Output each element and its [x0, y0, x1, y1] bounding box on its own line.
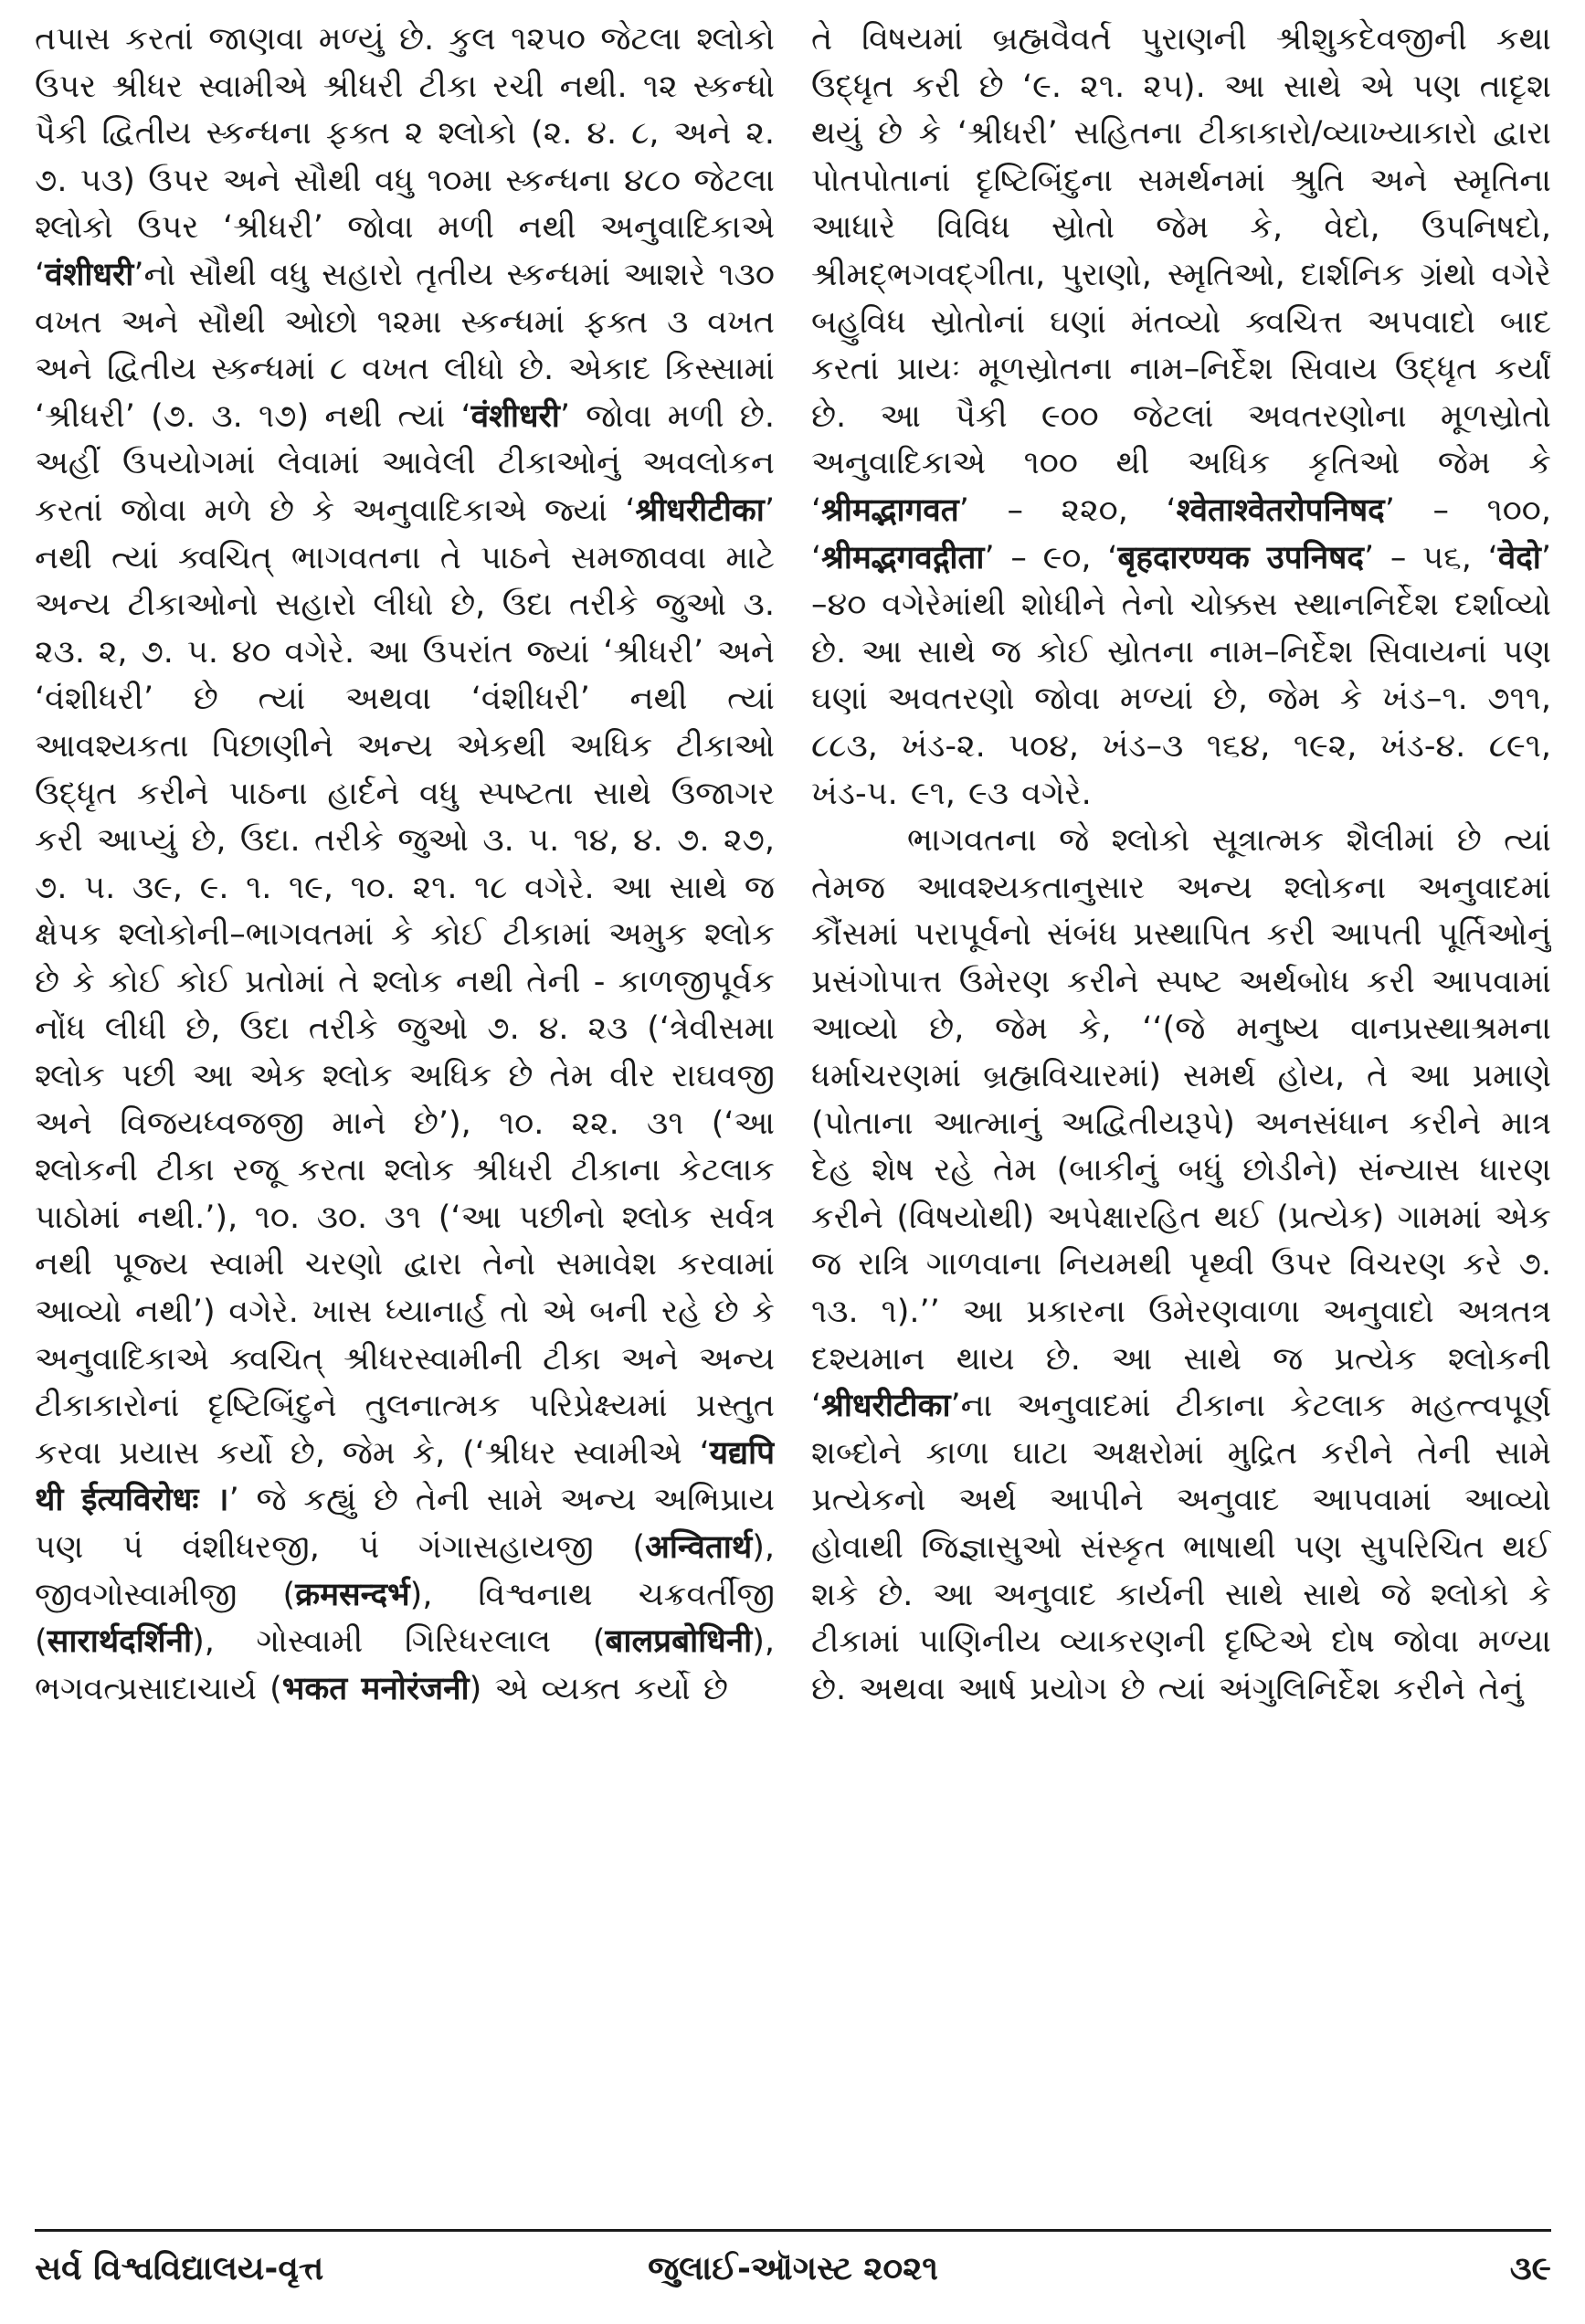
bold-term: श्रीधरीटीका	[821, 1388, 951, 1425]
bold-term: सारार्थदर्शिनी	[47, 1623, 193, 1661]
text-run: ’ જે કહ્યું છે તેની સામે અન્ય અભિપ્રાય પણ પં વંશીધરજી, પં ગંગાસહાયજી (	[35, 1482, 775, 1566]
bold-term: क्रमसन्दर्भ	[295, 1576, 410, 1613]
bold-term: भकत मनोरंजनी	[281, 1670, 470, 1707]
page-number: ૩૯	[1509, 2250, 1551, 2287]
text-run: ), જીવગોસ્વામીજી (	[35, 1529, 775, 1613]
text-run: ) એ વ્યક્ત કર્યો છે	[469, 1670, 728, 1707]
text-run: ), ભગવત્પ્રસાદાચાર્ય (	[35, 1623, 775, 1707]
text-run: ’ના અનુવાદમાં ટીકાના કેટલાક મહત્ત્વપૂર્ણ શબ્દોને કાળા ઘાટા અક્ષરોમાં મુદ્રિત કરીને તેની સામે પ્રત્યેકનો અર્થ આપીને અનુવાદ આપવામાં આવ્યો હોવાથી જિજ્ઞાસુઓ સંસ્કૃત ભાષાથી પણ સુપરિચિત થઈ શકે છે. આ અનુવાદ કાર્યની સાથે સાથે જે શ્લોકો કે ટીકામાં પાણિનીય વ્યાકરણની દૃષ્ટિએ દોષ જોવા મળ્યા છે. અથવા આર્ષ પ્રયોગ છે ત્યાં અંગુલિનિર્દેશ કરીને તેનું	[811, 1388, 1551, 1707]
text-run: ’ – ૫૬, ‘	[1363, 539, 1498, 576]
bold-term: वेदो	[1497, 539, 1541, 576]
text-run: તે વિષયમાં બ્રહ્મવૈવર્ત પુરાણની શ્રીશુકદેવજીની કથા ઉદ્ધૃત કરી છે ‘૯. ૨૧. ૨૫). આ સાથે એ પણ તાદૃશ થયું છે કે ‘શ્રીધરી’ સહિતના ટીકાકારો/વ્યાખ્યાકારો દ્વારા પોતપોતાનાં દૃષ્ટિબિંદુના સમર્થનમાં શ્રુતિ અને સ્મૃતિના આધારે વિવિધ સ્રોતો જેમ કે, વેદો, ઉપનિષદો, શ્રીમદ્ભગવદ્ગીતા, પુરાણો, સ્મૃતિઓ, દાર્શનિક ગ્રંથો વગેરે બહુવિધ સ્રોતોનાં ઘણાં મંતવ્યો ક્વચિત્ત અપવાદો બાદ કરતાં પ્રાયઃ મૂળસ્રોતના નામ–નિર્દેશ સિવાય ઉદ્ધૃત કર્યાં છે. આ પૈકી ૯૦૦ જેટલાં અવતરણોના મૂળસ્રોતો અનુવાદિકાએ ૧૦૦ થી અધિક કૃતિઓ જેમ કે ‘	[811, 21, 1551, 529]
text-run: તપાસ કરતાં જાણવા મળ્યું છે. કુલ ૧૨૫૦ જેટલા શ્લોકો ઉપર શ્રીધર સ્વામીએ શ્રીધરી ટીકા રચી નથી. ૧૨ સ્કન્ધો પૈકી દ્વિતીય સ્કન્ધના ફક્ત ૨ શ્લોકો (૨. ૪. ૮, અને ૨. ૭. ૫૩) ઉપર અને સૌથી વધુ ૧૦મા સ્કન્ધના ૪૮૦ જેટલા શ્લોકો ઉપર ‘શ્રીધરી’ જોવા મળી નથી અનુવાદિકાએ ‘	[35, 21, 775, 293]
bold-term: वंशीधरी	[470, 397, 560, 435]
journal-name: સર્વ વિશ્વવિદ્યાલય-વૃત્ત	[35, 2250, 324, 2287]
paragraph	[811, 16, 1551, 818]
text-run: ’ – ૯૦, ‘	[984, 539, 1118, 576]
bold-term: श्वेताश्वेतरोपनिषद	[1176, 491, 1385, 529]
bold-term: श्रीधरीटीका	[635, 491, 765, 529]
bold-term: बृहदारण्यक उपनिषद	[1117, 539, 1364, 576]
text-run: ’ નથી ત્યાં ક્વચિત્ ભાગવતના તે પાઠને સમજાવવા માટે અન્ય ટીકાઓનો સહારો લીધો છે, ઉદા તરીકે જુઓ ૩. ૨૩. ૨, ૭. ૫. ૪૦ વગેરે. આ ઉપરાંત જ્યાં ‘શ્રીધરી’ અને ‘વંશીધરી’ છે ત્યાં અથવા ‘વંશીધરી’ નથી ત્યાં આવશ્યકતા પિછાણીને અન્ય એકથી અધિક ટીકાઓ ઉદ્ધૃત કરીને પાઠના હાર્દને વધુ સ્પષ્ટતા સાથે ઉજાગર કરી આપ્યું છે, ઉદા. તરીકે જુઓ ૩. ૫. ૧૪, ૪. ૭. ૨૭, ૭. ૫. ૩૯, ૯. ૧. ૧૯, ૧૦. ૨૧. ૧૮ વગેરે. આ સાથે જ ક્ષેપક શ્લોકોની–ભાગવતમાં કે કોઈ ટીકામાં અમુક શ્લોક છે કે કોઈ કોઈ પ્રતોમાં તે શ્લોક નથી તેની - કાળજીપૂર્વક નોંધ લીધી છે, ઉદા તરીકે જુઓ ૭. ૪. ૨૩ (‘ત્રેવીસમા શ્લોક પછી આ એક શ્લોક અધિક છે તેમ વીર રાઘવજી અને વિજયધ્વજજી માને છે’), ૧૦. ૨૨. ૩૧ (‘આ શ્લોકની ટીકા રજૂ કરતા શ્લોક શ્રીધરી ટીકાના કેટલાક પાઠોમાં નથી.’), ૧૦. ૩૦. ૩૧ (‘આ પછીનો શ્લોક સર્વત્ર નથી પૂજ્ય સ્વામી ચરણો દ્વારા તેનો સમાવેશ કરવામાં આવ્યો નથી’) વગેરે. ખાસ ધ્યાનાર્હ તો એ બની રહે છે કે અનુવાદિકાએ ક્વચિત્ શ્રીધરસ્વામીની ટીકા અને અન્ય ટીકાકારોનાં દૃષ્ટિબિંદુને તુલનાત્મક પરિપ્રેક્ષ્યમાં પ્રસ્તુત કરવા પ્રયાસ કર્યો છે, જેમ કે, (‘શ્રીધર સ્વામીએ ‘	[35, 491, 775, 1472]
text-run: ભાગવતના જે શ્લોકો સૂત્રાત્મક શૈલીમાં છે ત્યાં તેમજ આવશ્યકતાનુસાર અન્ય શ્લોકના અનુવાદમાં કૌંસમાં પરાપૂર્વનો સંબંધ પ્રસ્થાપિત કરી આપતી પૂર્તિઓનું પ્રસંગોપાત્ત ઉમેરણ કરીને સ્પષ્ટ અર્થબોધ કરી આપવામાં આવ્યો છે, જેમ કે, ‘‘(જે મનુષ્ય વાનપ્રસ્થાશ્રમના ધર્માચરણમાં બ્રહ્મવિચારમાં) સમર્થ હોય, તે આ પ્રમાણે (પોતાના આત્માનું અદ્વિતીયરૂપે) અનસંધાન કરીને માત્ર દેહ શેષ રહે તેમ (બાકીનું બધું છોડીને) સંન્યાસ ધારણ કરીને (વિષયોથી) અપેક્ષારહિત થઈ (પ્રત્યેક) ગામમાં એક જ રાત્રિ ગાળવાના નિયમથી પૃથ્વી ઉપર વિચરણ કરે ૭. ૧૩. ૧).’’ આ પ્રકારના ઉમેરણવાળા અનુવાદો અત્રતત્ર દશ્યમાન થાય છે. આ સાથે જ પ્રત્યેક શ્લોકની ‘	[811, 822, 1551, 1425]
bold-term: वंशीधरी	[45, 256, 134, 293]
bold-term: यद्यपि थी ईत्यविरोधः ।	[35, 1434, 775, 1519]
text-columns	[35, 16, 1551, 2191]
footer-divider	[35, 2229, 1551, 2232]
bold-term: बालप्रबोधिनी	[605, 1623, 753, 1661]
text-run: ’ –૪૦ વગેરેમાંથી શોધીને તેનો ચોક્કસ સ્થાનનિર્દેશ દર્શાવ્યો છે. આ સાથે જ કોઈ સ્રોતના નામ–નિર્દેશ સિવાયનાં પણ ઘણાં અવતરણો જોવા મળ્યાં છે, જેમ કે ખંડ–૧. ૭૧૧, ૮૮૩, ખંડ-૨. ૫૦૪, ખંડ–૩ ૧૬૪, ૧૯૨, ખંડ-૪. ૮૯૧, ખંડ-૫. ૯૧, ૯૩ વગેરે.	[811, 539, 1551, 812]
text-run: ), વિશ્વનાથ ચક્રવર્તીજી (	[35, 1576, 775, 1661]
bold-term: अन्वितार्थ	[645, 1529, 753, 1566]
text-run: ’નો સૌથી વધુ સહારો તૃતીય સ્કન્ધમાં આશરે ૧૩૦ વખત અને સૌથી ઓછો ૧૨મા સ્કન્ધમાં ફક્ત ૩ વખત અને દ્વિતીય સ્કન્ધમાં ૮ વખત લીધો છે. એકાદ કિસ્સામાં ‘શ્રીધરી’ (૭. ૩. ૧૭) નથી ત્યાં ‘	[35, 256, 775, 435]
bold-term: श्रीमद्भागवत	[821, 491, 959, 529]
text-run: ), ગોસ્વામી ગિરિધરલાલ (	[192, 1623, 606, 1661]
text-run: ’ – ૧૦૦, ‘	[811, 491, 1551, 576]
text-run: ’ – ૨૨૦, ‘	[958, 491, 1177, 529]
right-column	[811, 16, 1551, 2191]
bold-term: श्रीमद्भगवद्गीता	[821, 539, 985, 576]
paragraph	[811, 818, 1551, 1713]
page-footer	[35, 2242, 1551, 2297]
issue-date: જુલાઈ-ઑગસ્ટ ૨૦૨૧	[648, 2250, 938, 2287]
text-run: ’ જોવા મળી છે. અહીં ઉપયોગમાં લેવામાં આવેલી ટીકાઓનું અવલોકન કરતાં જોવા મળે છે કે અનુવાદિકાએ જ્યાં ‘	[35, 397, 775, 529]
left-column	[35, 16, 775, 2191]
paragraph	[35, 16, 775, 1713]
